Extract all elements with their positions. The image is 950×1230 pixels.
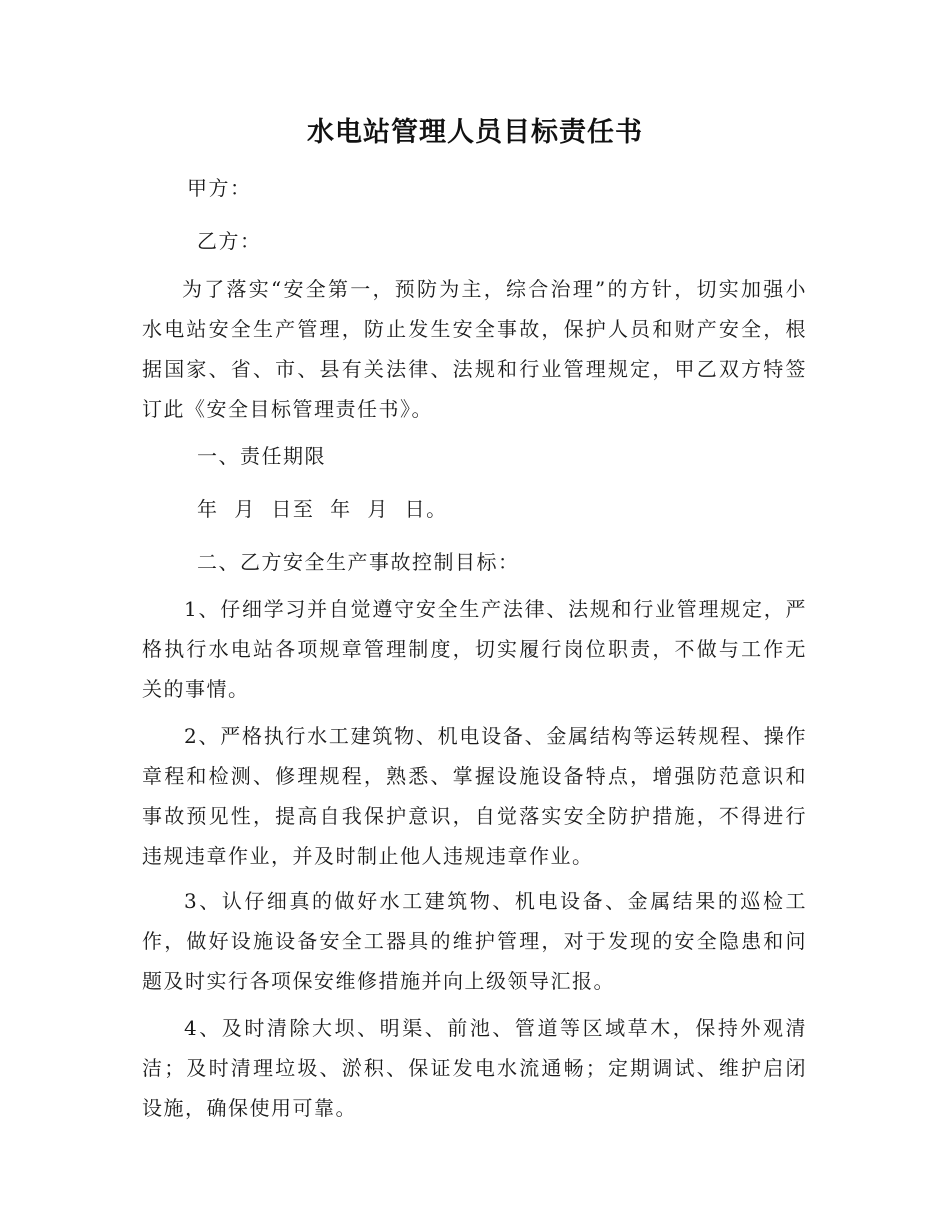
list-item: 2、严格执行水工建筑物、机电设备、金属结构等运转规程、操作章程和检测、修理规程，熟悉、掌握设施设备特点，增强防范意识和事故预见性，提高自我保护意识，自觉落实安全防护措施，不得进行违规违章作业，并及时制止他人违规违章作业。	[142, 724, 807, 868]
party-b-label: 乙方：	[197, 229, 262, 253]
intro-paragraph: 为了落实“安全第一，预防为主，综合治理”的方针，切实加强小水电站安全生产管理，防止发生安全事故，保护人员和财产安全，根据国家、省、市、县有关法律、法规和行业管理规定，甲乙双方特签订此《安全目标管理责任书》。	[142, 277, 807, 421]
section-2-heading: 二、乙方安全生产事故控制目标：	[197, 550, 520, 574]
list-item: 1、仔细学习并自觉遵守安全生产法律、法规和行业管理规定，严格执行水电站各项规章管理制度，切实履行岗位职责，不做与工作无关的事情。	[142, 597, 807, 701]
list-item: 3、认仔细真的做好水工建筑物、机电设备、金属结果的巡检工作，做好设施设备安全工器具的维护管理，对于发现的安全隐患和问题及时实行各项保安维修措施并向上级领导汇报。	[142, 889, 807, 993]
document-title: 水电站管理人员目标责任书	[307, 117, 643, 148]
section-1-heading: 一、责任期限	[197, 444, 326, 468]
term-line: 年 月 日至 年 月 日。	[197, 497, 448, 521]
list-item: 4、及时清除大坝、明渠、前池、管道等区域草木，保持外观清洁；及时清理垃圾、淤积、保证发电水流通畅；定期调试、维护启闭设施，确保使用可靠。	[142, 1016, 807, 1120]
party-a-label: 甲方：	[187, 176, 252, 200]
